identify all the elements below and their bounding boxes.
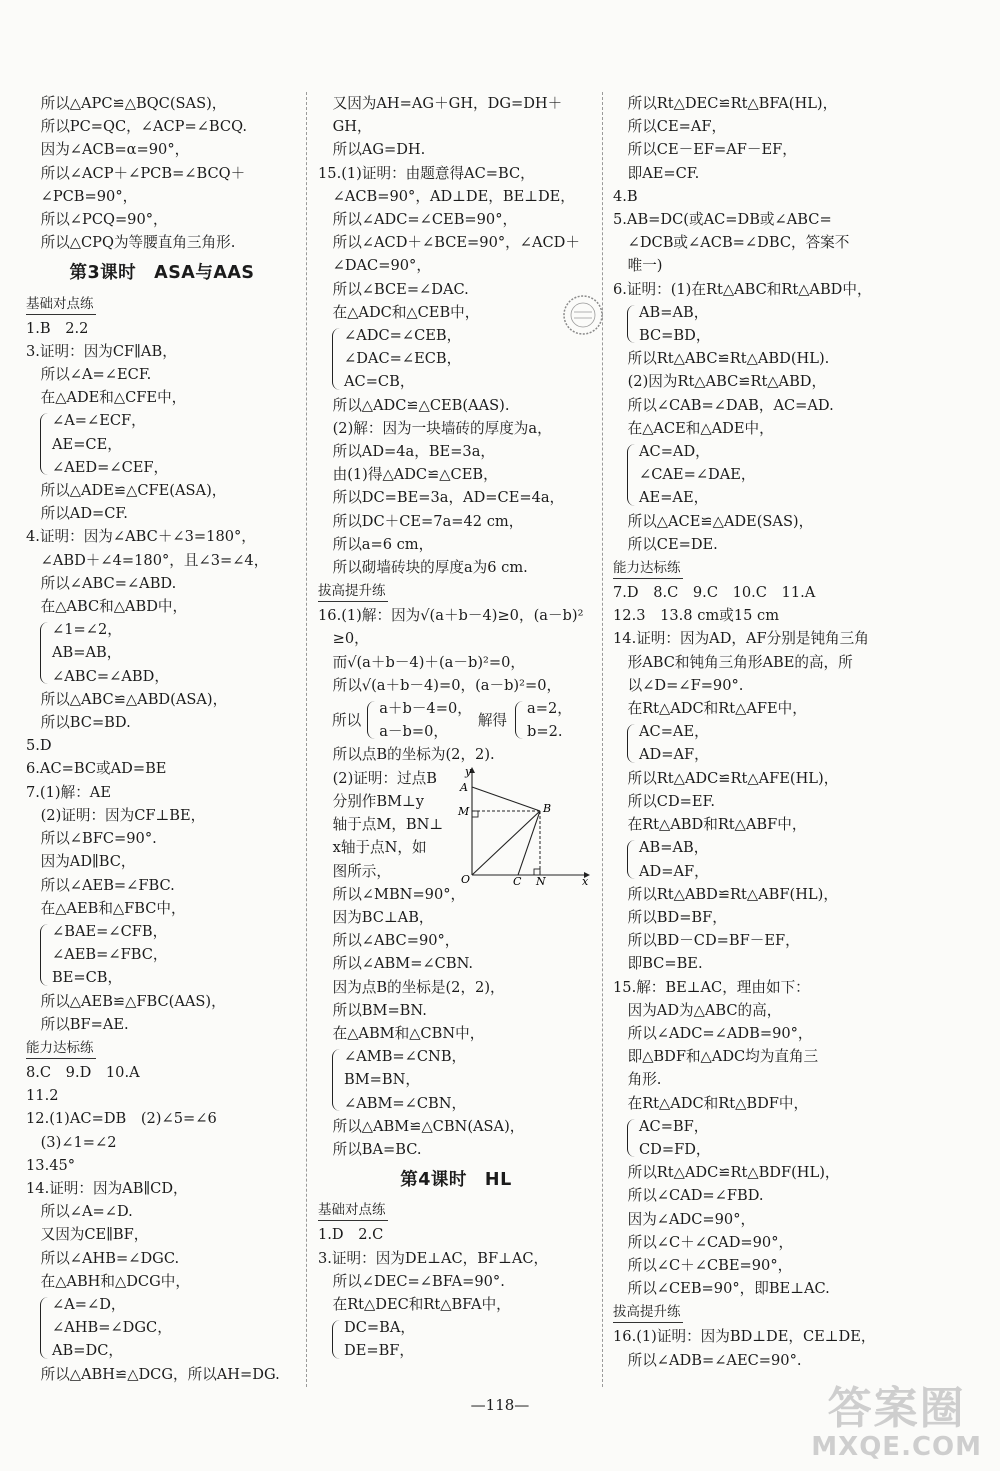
- text-line: 即BC=BE.: [613, 955, 703, 973]
- condition-line: ∠ABM=∠CBN，: [344, 1094, 467, 1112]
- equation-system: [318, 697, 594, 743]
- text-line: (2)证明：因为CF⊥BE，: [26, 806, 206, 824]
- text-line: 16.(1)解：因为√(a＋b－4)≥0，(a－b)²: [318, 607, 584, 625]
- condition-line: ∠BAE=∠CFB，: [52, 922, 168, 940]
- condition-line: AD=AF，: [639, 862, 709, 880]
- condition-brace: [625, 1115, 885, 1161]
- text-line: 在Rt△ADC和Rt△AFE中，: [613, 700, 807, 718]
- condition-line: ∠ABC=∠ABD，: [52, 667, 169, 685]
- text-line: 4.证明：因为∠ABC＋∠3=180°，: [26, 528, 256, 546]
- condition-line: ∠ADC=∠CEB，: [344, 327, 462, 345]
- text-line: 所以△APC≌△BQC(SAS)，: [26, 95, 227, 112]
- text-line: 所以△ABH≌△DCG，所以AH=DG.: [26, 1365, 280, 1383]
- text-line: 唯一): [613, 257, 663, 275]
- text-line: 14.证明：因为AD，AF分别是钝角三角: [613, 630, 869, 648]
- text-line: 因为AD为△ABC的高，: [613, 1001, 782, 1019]
- text-line: 所以∠CEB=90°，即BE⊥AC.: [613, 1280, 830, 1298]
- text-line: 所以BD=BF，: [613, 908, 727, 926]
- subsection-label: 基础对点练: [26, 295, 96, 315]
- subsection-header: [26, 1036, 298, 1061]
- text-line: 所以BC=BD.: [26, 714, 131, 732]
- so-prefix: 所以: [332, 711, 362, 729]
- text-line: 即AE=CF.: [613, 164, 700, 182]
- text-line: 所以△CPQ为等腰直角三角形.: [26, 234, 236, 252]
- text-line: 7.(1)解：AE: [26, 783, 111, 801]
- text-line: 所以△ADC≌△CEB(AAS).: [318, 396, 510, 414]
- text-line: 由(1)得△ADC≌△CEB，: [318, 466, 498, 484]
- text-line: 所以∠BFC=90°.: [26, 830, 157, 848]
- text-line: 即△BDF和△ADC均为直角三: [613, 1048, 819, 1066]
- text-line: 6.AC=BC或AD=BE: [26, 760, 167, 778]
- text-line: ∠ACB=90°，AD⊥DE，BE⊥DE，: [318, 187, 575, 205]
- coordinate-figure: [452, 765, 592, 885]
- text-line: 所以∠ACP＋∠PCB=∠BCQ＋: [26, 164, 246, 182]
- text-line: 轴于点M，BN⊥: [318, 816, 444, 834]
- condition-brace: [625, 301, 885, 347]
- text-line: 所以∠C＋∠CBE=90°，: [613, 1256, 793, 1274]
- text-line: 所以∠ABM=∠CBN.: [318, 955, 474, 973]
- subsection-header: [613, 556, 885, 581]
- text-line: 在△AEB和△FBC中，: [26, 899, 186, 917]
- text-line: 图所示，: [318, 862, 391, 880]
- text-line: 所以△ABM≌△CBN(ASA)，: [318, 1117, 525, 1135]
- condition-line: a－b=0，: [379, 723, 448, 741]
- text-line: 所以AD=4a，BE=3a，: [318, 443, 496, 461]
- text-line: 在△ACE和△ADE中，: [613, 419, 774, 437]
- text-line: 所以Rt△ADC≌Rt△AFE(HL)，: [613, 769, 839, 787]
- solve-label: 解得: [477, 711, 508, 729]
- text-line: (3)∠1=∠2: [26, 1133, 117, 1151]
- text-line: 所以△ABC≌△ABD(ASA)，: [26, 690, 228, 708]
- text-line: x轴于点N，如: [318, 839, 427, 857]
- watermark-url: MXQE.COM: [811, 1432, 982, 1462]
- condition-line: AE=AE，: [639, 489, 709, 507]
- condition-line: AC=BF，: [639, 1117, 709, 1135]
- condition-line: a=2，: [527, 700, 572, 718]
- text-line: 所以△ACE≌△ADE(SAS)，: [613, 512, 814, 530]
- text-line: ∠DCB或∠ACB=∠DBC，答案不: [613, 234, 850, 252]
- subsection-label: 能力达标练: [26, 1039, 96, 1059]
- condition-line: ∠AHB=∠DGC，: [52, 1319, 172, 1337]
- text-line: 所以AG=DH.: [318, 141, 426, 159]
- text-line: ≥0，: [318, 630, 369, 648]
- text-line: 在△ABH和△DCG中，: [26, 1272, 190, 1290]
- text-line: 12.3 13.8 cm或15 cm: [613, 607, 780, 625]
- condition-brace: [365, 697, 472, 743]
- text-line: 因为点B的坐标是(2，2)，: [318, 978, 505, 996]
- site-watermark: [811, 1385, 982, 1461]
- text-line: 所以AD=CF.: [26, 505, 128, 523]
- condition-brace: [38, 409, 298, 479]
- subsection-header: [318, 579, 594, 604]
- text-line: 所以∠PCQ=90°，: [26, 211, 168, 229]
- text-line: 所以∠CAD=∠FBD.: [613, 1187, 764, 1205]
- text-line: 所以DC=BE=3a，AD=CE=4a，: [318, 489, 565, 507]
- text-line: 所以CD=EF.: [613, 792, 716, 810]
- text-line: 所以BM=BN.: [318, 1001, 427, 1019]
- condition-line: DE=BF，: [344, 1342, 415, 1360]
- text-line: 所以△AEB≌△FBC(AAS)，: [26, 992, 226, 1010]
- text-line: 15.(1)证明：由题意得AC=BC，: [318, 164, 535, 182]
- column-divider: [602, 92, 603, 1387]
- text-line: 在△ADE和△CFE中，: [26, 389, 187, 407]
- text-line: 又因为CE∥BF，: [26, 1226, 149, 1244]
- text-line: 又因为AH=AG＋GH，DG=DH＋: [318, 95, 563, 112]
- text-line: (2)证明：过点B: [318, 769, 437, 787]
- text-line: 因为∠ACB=α=90°，: [26, 141, 190, 159]
- text-line: 所以Rt△ADC≌Rt△BDF(HL)，: [613, 1164, 840, 1182]
- text-line: 所以∠ADB=∠AEC=90°.: [613, 1351, 802, 1369]
- text-line: 在Rt△ADC和Rt△BDF中，: [613, 1094, 809, 1112]
- text-line: 因为∠ADC=90°，: [613, 1210, 756, 1228]
- text-line: 在△ABC和△ABD中，: [26, 598, 188, 616]
- text-line: GH，: [318, 118, 372, 136]
- condition-line: AB=DC，: [52, 1342, 123, 1360]
- condition-line: b=2.: [527, 723, 563, 741]
- condition-line: AD=AF，: [639, 746, 709, 764]
- text-line: 1.B 2.2: [26, 319, 89, 337]
- text-line: 所以BD－CD=BF－EF，: [613, 932, 800, 950]
- text-line: 所以CE=AF，: [613, 118, 727, 136]
- subsection-label: 能力达标练: [613, 559, 683, 579]
- watermark-logo-text: 答案圈: [827, 1383, 966, 1434]
- text-line: 所以CE－EF=AF－EF，: [613, 141, 797, 159]
- text-line: 所以Rt△DEC≌Rt△BFA(HL)，: [613, 95, 838, 112]
- text-line: 在Rt△DEC和Rt△BFA中，: [318, 1295, 511, 1313]
- column-2: [318, 92, 594, 1387]
- condition-brace: [625, 836, 885, 882]
- condition-line: ∠AEB=∠FBC，: [52, 946, 168, 964]
- column-3: [613, 92, 885, 1387]
- condition-line: AE=CE，: [52, 435, 122, 453]
- text-line: 所以∠AHB=∠DGC.: [26, 1249, 180, 1267]
- figure-block: [318, 764, 594, 885]
- page-number: —118—: [470, 1396, 530, 1414]
- point-a-label: A: [460, 780, 468, 794]
- subsection-label: 拔高提升练: [318, 582, 388, 602]
- text-line: 6.证明：(1)在Rt△ABC和Rt△ABD中，: [613, 280, 872, 298]
- condition-brace: [513, 697, 572, 743]
- stamp-seal: [560, 292, 606, 338]
- subsection-header: [318, 1198, 594, 1223]
- text-line: 所以CE=DE.: [613, 535, 718, 553]
- text-line: 所以点B的坐标为(2，2).: [318, 746, 495, 764]
- text-line: ∠DAC=90°，: [318, 257, 431, 275]
- text-line: 分别作BM⊥y: [318, 792, 425, 810]
- text-line: 所以砌墙砖块的厚度a为6 cm.: [318, 559, 528, 577]
- point-b-label: B: [543, 801, 552, 815]
- condition-brace: [625, 720, 885, 766]
- condition-line: ∠CAE=∠DAE，: [639, 466, 756, 484]
- condition-brace: [330, 1045, 594, 1115]
- condition-brace: [330, 1316, 594, 1362]
- text-line: 15.解：BE⊥AC，理由如下：: [613, 978, 810, 996]
- text-line: 所以∠ABC=90°，: [318, 932, 460, 950]
- text-line: (2)因为Rt△ABC≌Rt△ABD，: [613, 373, 827, 391]
- axis-y-label: y: [465, 764, 472, 778]
- text-line: 3.证明：因为DE⊥AC，BF⊥AC，: [318, 1249, 549, 1267]
- column-1: [26, 92, 298, 1387]
- condition-line: DC=BA，: [344, 1319, 415, 1337]
- condition-line: ∠DAC=∠ECB，: [344, 350, 462, 368]
- text-line: 所以∠A=∠ECF.: [26, 366, 152, 384]
- text-line: 11.2: [26, 1087, 59, 1105]
- text-line: 所以Rt△ABC≌Rt△ABD(HL).: [613, 350, 830, 368]
- condition-line: ∠A=∠D，: [52, 1295, 126, 1313]
- text-line: 所以∠CAB=∠DAB，AC=AD.: [613, 396, 834, 414]
- condition-brace: [38, 1293, 298, 1363]
- text-line: 所以BA=BC.: [318, 1140, 422, 1158]
- subsection-label: 基础对点练: [318, 1201, 388, 1221]
- text-line: ∠PCB=90°，: [26, 187, 138, 205]
- condition-brace: [330, 324, 594, 394]
- column-divider: [306, 92, 307, 1387]
- condition-line: AC=AE，: [639, 723, 709, 741]
- text-line: ∠ABD＋∠4=180°，且∠3=∠4，: [26, 551, 269, 569]
- text-line: 所以∠ADC=∠ADB=90°，: [613, 1024, 813, 1042]
- text-line: 所以∠A=∠D.: [26, 1203, 133, 1221]
- condition-line: ∠AMB=∠CNB，: [344, 1048, 467, 1066]
- text-line: (2)解：因为一块墙砖的厚度为a，: [318, 419, 552, 437]
- text-line: 所以∠BCE=∠DAC.: [318, 280, 469, 298]
- text-line: 所以PC=QC，∠ACP=∠BCQ.: [26, 118, 247, 136]
- text-line: 1.D 2.C: [318, 1226, 384, 1244]
- text-line: 16.(1)证明：因为BD⊥DE，CE⊥DE，: [613, 1328, 876, 1346]
- condition-line: BM=BN，: [344, 1071, 420, 1089]
- condition-line: ∠AED=∠CEF，: [52, 458, 169, 476]
- text-line: 在Rt△ABD和Rt△ABF中，: [613, 816, 807, 834]
- point-c-label: C: [513, 874, 522, 885]
- text-line: 因为BC⊥AB，: [318, 908, 434, 926]
- text-line: 3.证明：因为CF∥AB，: [26, 342, 177, 360]
- subsection-label: 拔高提升练: [613, 1303, 683, 1323]
- axis-x-label: x: [582, 874, 589, 885]
- condition-line: ∠1=∠2，: [52, 621, 122, 639]
- text-line: 所以∠C＋∠CAD=90°，: [613, 1233, 794, 1251]
- condition-line: AC=AD，: [639, 443, 710, 461]
- condition-line: AB=AB，: [52, 644, 122, 662]
- text-line: 形ABC和钝角三角形ABE的高，所: [613, 653, 853, 671]
- condition-line: BC=BD，: [639, 327, 711, 345]
- condition-brace: [38, 618, 298, 688]
- point-m-label: M: [458, 804, 470, 818]
- text-line: 14.证明：因为AB∥CD，: [26, 1179, 188, 1197]
- subsection-header: [613, 1300, 885, 1325]
- text-line: 所以∠MBN=90°，: [318, 885, 466, 903]
- text-line: 在△ABM和△CBN中，: [318, 1024, 485, 1042]
- condition-brace: [38, 920, 298, 990]
- text-line: 角形.: [613, 1071, 662, 1089]
- text-line: 13.45°: [26, 1156, 76, 1174]
- condition-line: AB=AB，: [639, 303, 709, 321]
- text-line: 12.(1)AC=DB (2)∠5=∠6: [26, 1110, 217, 1128]
- text-line: 5.D: [26, 737, 52, 755]
- origin-label: O: [461, 872, 471, 885]
- text-line: 7.D 8.C 9.C 10.C 11.A: [613, 584, 816, 602]
- condition-line: a＋b－4=0，: [379, 700, 472, 718]
- condition-line: CD=FD，: [639, 1140, 711, 1158]
- text-line: 所以∠DEC=∠BFA=90°.: [318, 1272, 505, 1290]
- text-line: 而√(a＋b－4)＋(a－b)²=0，: [318, 653, 525, 671]
- text-line: 所以Rt△ABD≌Rt△ABF(HL)，: [613, 885, 838, 903]
- text-line: 所以∠ADC=∠CEB=90°，: [318, 211, 518, 229]
- text-line: 所以BF=AE.: [26, 1015, 129, 1033]
- text-line: 所以△ADE≌△CFE(ASA)，: [26, 482, 227, 500]
- text-line: 所以∠ABC=∠ABD.: [26, 574, 177, 592]
- text-line: 8.C 9.D 10.A: [26, 1063, 140, 1081]
- text-line: 所以DC＋CE=7a=42 cm，: [318, 512, 524, 530]
- condition-brace: [625, 440, 885, 510]
- text-line: 在△ADC和△CEB中，: [318, 303, 480, 321]
- text-line: 所以√(a＋b－4)=0，(a－b)²=0，: [318, 676, 562, 694]
- condition-line: AC=CB，: [344, 373, 415, 391]
- condition-line: ∠A=∠ECF，: [52, 412, 146, 430]
- text-line: 所以a=6 cm，: [318, 535, 434, 553]
- text-line: 5.AB=DC(或AC=DB或∠ABC=: [613, 211, 832, 229]
- point-n-label: N: [536, 874, 546, 885]
- text-line: 4.B: [613, 187, 638, 205]
- lesson-title: 第4课时 HL: [400, 1170, 512, 1191]
- text-line: 所以∠ACD＋∠BCE=90°，∠ACD＋: [318, 234, 580, 252]
- text-line: 因为AD∥BC，: [26, 853, 136, 871]
- text-line: 所以∠AEB=∠FBC.: [26, 876, 175, 894]
- condition-line: BE=CB，: [52, 969, 123, 987]
- subsection-header: [26, 292, 298, 317]
- text-line: 以∠D=∠F=90°.: [613, 676, 744, 694]
- lesson-title: 第3课时 ASA与AAS: [69, 263, 255, 284]
- condition-line: AB=AB，: [639, 839, 709, 857]
